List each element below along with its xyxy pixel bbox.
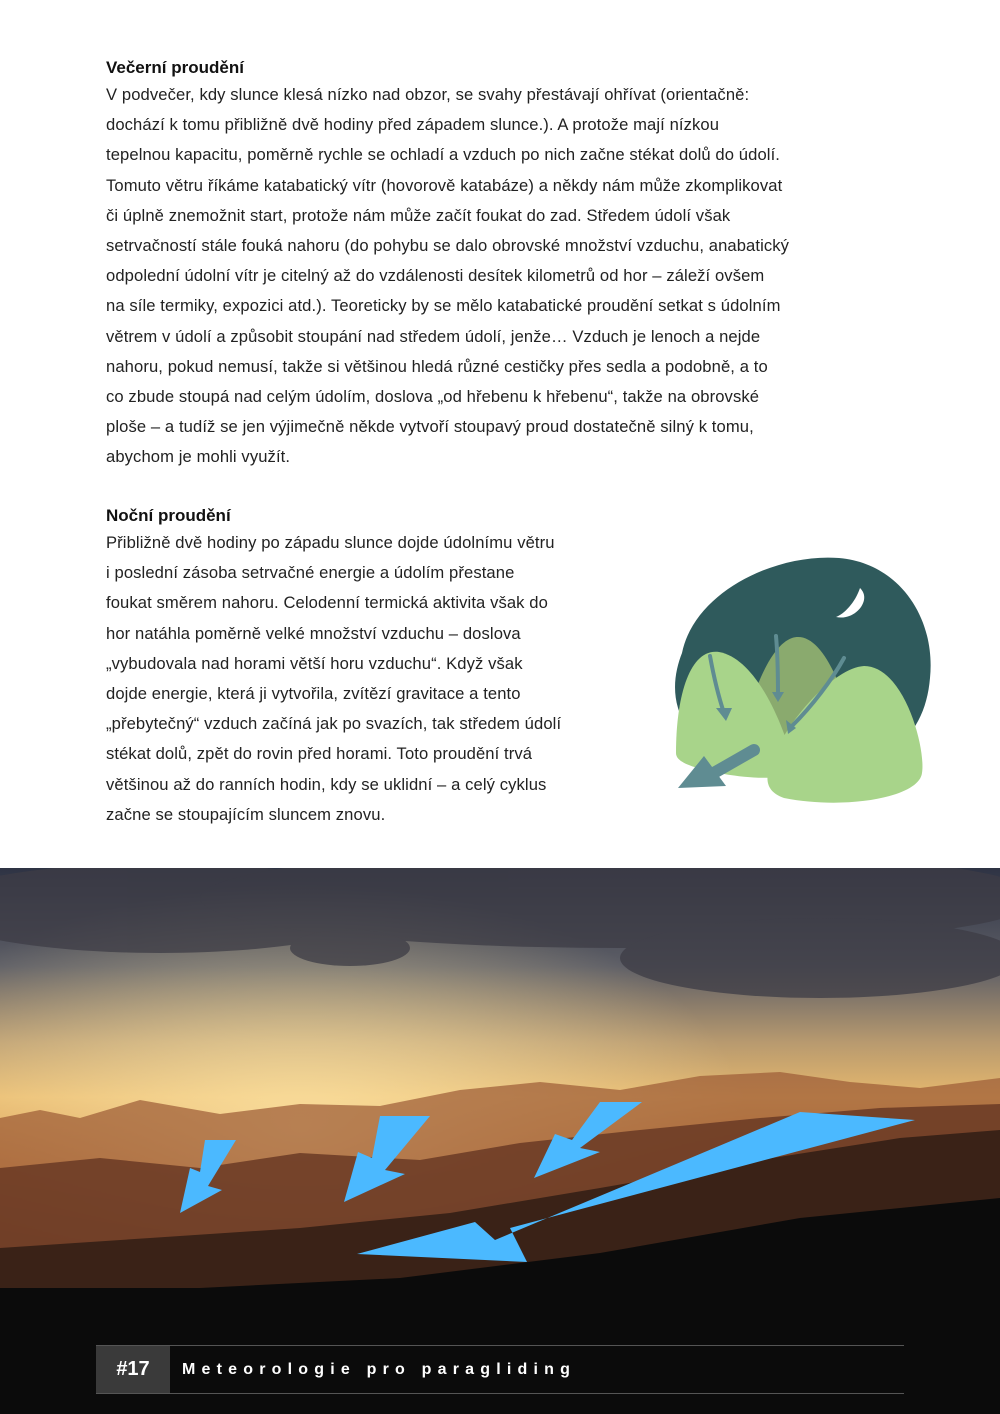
night-heading: Noční proudění (106, 506, 231, 525)
publication-title: Meteorologie pro paragliding (182, 1360, 577, 1378)
evening-paragraph: V podvečer, kdy slunce klesá nízko nad obzor, se svahy přestávají ohřívat (orientačně: dochází k tomu přibližně dvě hodiny před západem slunce.). A protože mají nízkou tepelnou kapacitu, poměrně rychle se ochladí a vzduch po nich začne stékat dolů do údolí. Tomuto větru říkáme katabatický vítr (hovorově katabáze) a někdy nám může zkomplikovat či úplně znemožnit start, protože nám může začít foukat do zad. Středem údolí však setrvačností stále fouká nahoru (do pohybu se dalo obrovské množství vzduchu, anabatický odpolední údolní vítr je citelný až do vzdálenosti desítek kilometrů od hor – záleží ovšem na síle termiky, expozici atd.). Teoreticky by se mělo katabatické proudění setkat s údolním větrem v údolí a způsobit stoupání nad středem údolí, jenže… Vzduch je lenoch a nejde nahoru, pokud nemusí, takže si většinou hledá různé cestičky přes sedla a podobně, a to co zbude stoupá nad celým údolím, doslova „od hřebenu k hřebenu“, takže na obrovské ploše – a tudíž se jen výjimečně někde vytvoří stoupavý proud dostatečně silný k tomu, abychom je mohli využít. (106, 85, 790, 467)
sunset-mountain-photo (0, 868, 1000, 1414)
night-valley-illustration (664, 548, 944, 810)
center-arrow (776, 636, 778, 696)
cloud (290, 930, 410, 966)
evening-heading: Večerní proudění (106, 58, 244, 77)
page-number: #17 (96, 1346, 170, 1393)
night-paragraph: Přibližně dvě hodiny po západu slunce dojde údolnímu větru i poslední zásoba setrvačné energie a údolím přestane foukat směrem nahoru. Celodenní termická aktivita však do hor natáhla poměrně velké množství vzduchu – doslova „vybudovala nad horami větší horu vzduchu“. Když však dojde energie, která ji vytvořila, zvítězí gravitace a tento „přebytečný“ vzduch začíná jak po svazích, tak středem údolí stékat dolů, zpět do rovin před horami. Toto proudění trvá většinou až do ranních hodin, kdy se uklidní – a celý cyklus začne se stoupajícím sluncem znovu. (106, 533, 562, 824)
page-footer (96, 1345, 904, 1394)
night-section (106, 504, 666, 830)
evening-section (106, 56, 926, 473)
